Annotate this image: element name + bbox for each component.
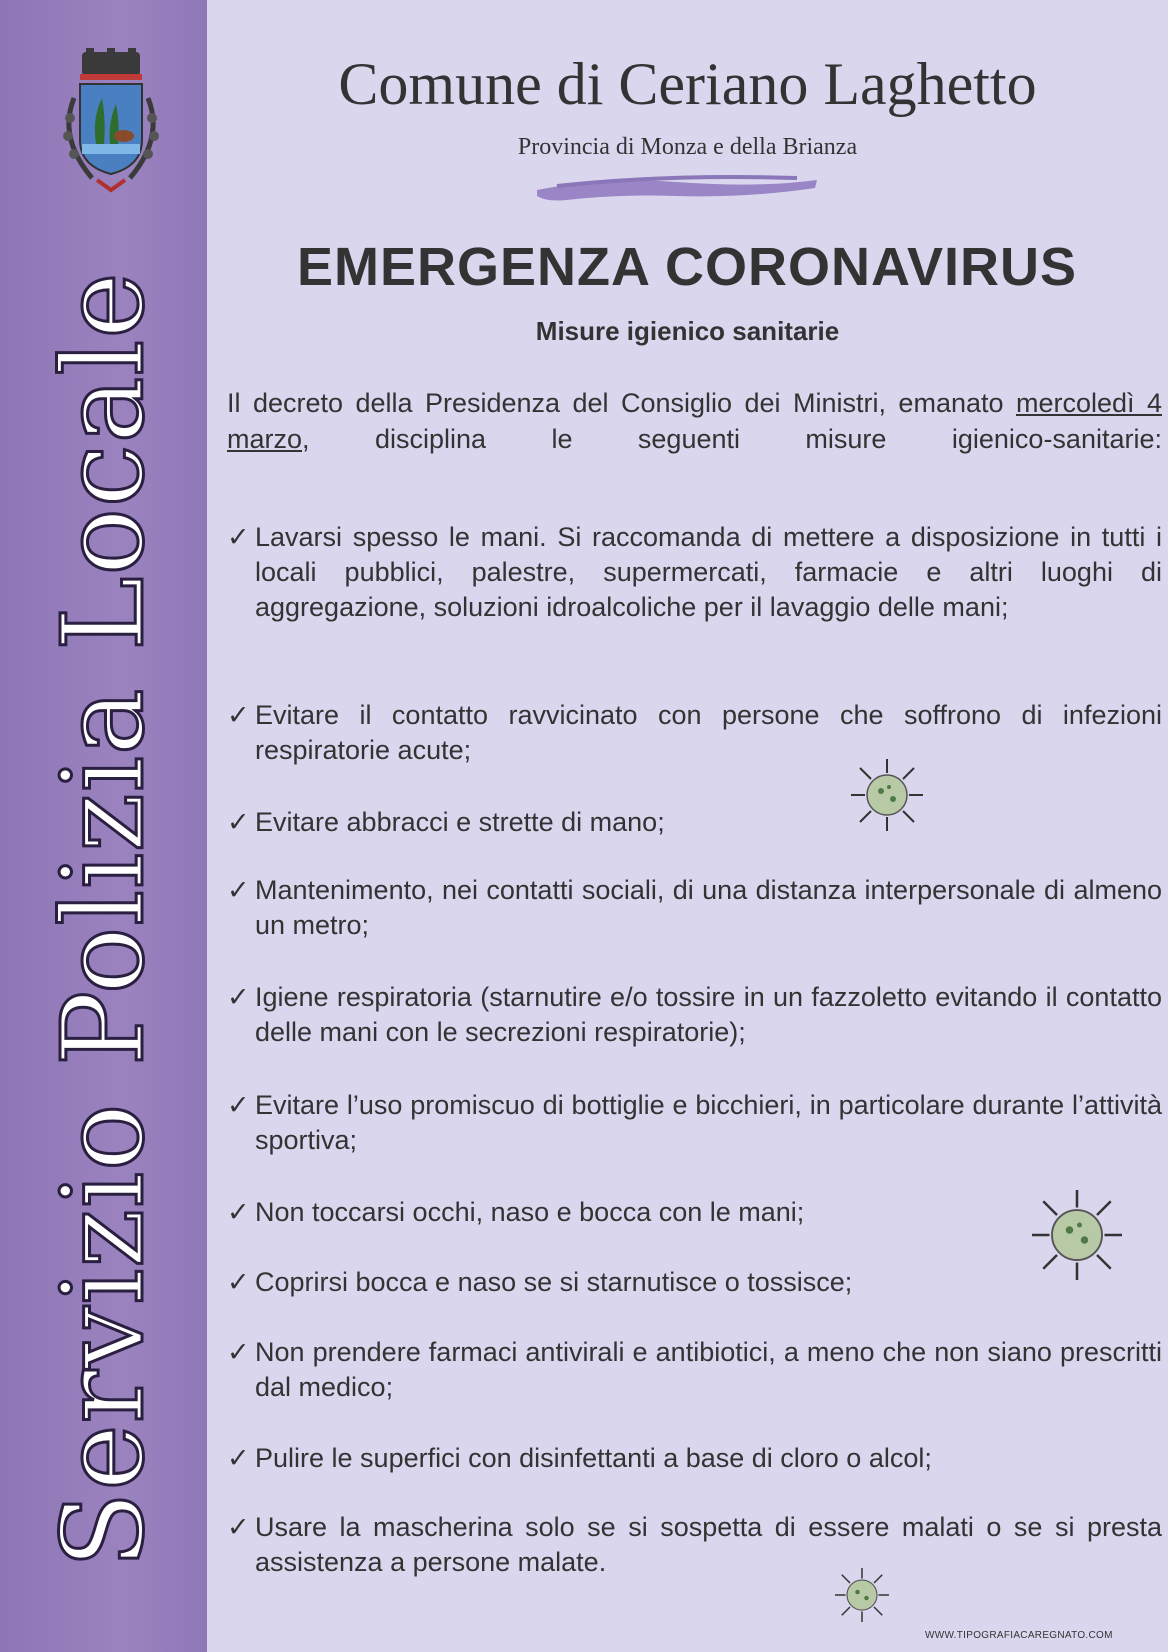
brush-stroke-divider bbox=[527, 168, 827, 208]
measure-item bbox=[227, 520, 1162, 625]
measure-text: Non prendere farmaci antivirali e antibiotici, a meno che non siano prescritti dal medico; bbox=[255, 1337, 1162, 1402]
measure-text: Coprirsi bocca e naso se si starnutisce o tossisce; bbox=[255, 1267, 853, 1297]
check-icon: ✓ bbox=[227, 875, 250, 905]
intro-paragraph bbox=[227, 385, 1162, 457]
printer-website: WWW.TIPOGRAFIACAREGNATO.COM bbox=[925, 1630, 1113, 1641]
measure-text: Igiene respiratoria (starnutire e/o tossire in un fazzoletto evitando il contatto delle mani con le secrezioni respiratorie); bbox=[255, 982, 1162, 1047]
decree-date: mercoledì 4 marzo bbox=[227, 388, 1162, 454]
check-icon: ✓ bbox=[227, 700, 250, 730]
coronavirus-icon bbox=[1027, 1185, 1127, 1285]
coat-of-arms-icon bbox=[52, 48, 170, 198]
poster-body bbox=[207, 0, 1168, 1652]
check-icon: ✓ bbox=[227, 1337, 250, 1367]
coronavirus-icon bbox=[832, 1565, 892, 1625]
measure-item bbox=[227, 980, 1162, 1050]
province-name: Provincia di Monza e della Brianza bbox=[517, 134, 858, 160]
intro-text-end: , disciplina le seguenti misure igienico-sanitarie: bbox=[302, 424, 1162, 454]
intro-text-start: Il decreto della Presidenza del Consiglio dei Ministri, emanato bbox=[227, 388, 1016, 418]
measure-item bbox=[227, 873, 1162, 943]
measure-item bbox=[227, 1088, 1162, 1158]
check-icon: ✓ bbox=[227, 1197, 250, 1227]
check-icon: ✓ bbox=[227, 1512, 250, 1542]
measure-text: Pulire le superfici con disinfettanti a base di cloro o alcol; bbox=[255, 1443, 932, 1473]
sidebar-title: Servizio Polizia Locale bbox=[39, 271, 169, 1569]
check-icon: ✓ bbox=[227, 1090, 250, 1120]
measure-text: Evitare abbracci e strette di mano; bbox=[255, 807, 665, 837]
measure-item bbox=[227, 1265, 1162, 1300]
check-icon: ✓ bbox=[227, 1267, 250, 1297]
measure-text: Mantenimento, nei contatti sociali, di una distanza interpersonale di almeno un metro; bbox=[255, 875, 1162, 940]
measure-item bbox=[227, 805, 1162, 840]
check-icon: ✓ bbox=[227, 982, 250, 1012]
headline: EMERGENZA CORONAVIRUS bbox=[296, 237, 1078, 297]
measure-item bbox=[227, 698, 1162, 768]
subtitle: Misure igienico sanitarie bbox=[535, 316, 840, 346]
sidebar-band bbox=[0, 0, 207, 1652]
measure-item bbox=[227, 1441, 1162, 1476]
measure-item bbox=[227, 1195, 1162, 1230]
measure-item bbox=[227, 1510, 1162, 1580]
measure-item bbox=[227, 1335, 1162, 1405]
measure-text: Evitare il contatto ravvicinato con persone che soffrono di infezioni respiratorie acute; bbox=[255, 700, 1162, 765]
coronavirus-icon bbox=[847, 755, 927, 835]
measure-text: Usare la mascherina solo se si sospetta di essere malati o se si presta assistenza a persone malate. bbox=[255, 1512, 1162, 1577]
town-name: Comune di Ceriano Laghetto bbox=[338, 51, 1037, 117]
check-icon: ✓ bbox=[227, 522, 250, 552]
measure-text: Lavarsi spesso le mani. Si raccomanda di mettere a disposizione in tutti i locali pubblici, palestre, supermercati, farmacie e altri luoghi di aggregazione, soluzioni idroalcoliche per il lavaggio delle mani; bbox=[255, 522, 1162, 622]
check-icon: ✓ bbox=[227, 807, 250, 837]
measure-text: Evitare l’uso promiscuo di bottiglie e bicchieri, in particolare durante l’attività sportiva; bbox=[255, 1090, 1162, 1155]
check-icon: ✓ bbox=[227, 1443, 250, 1473]
measure-text: Non toccarsi occhi, naso e bocca con le mani; bbox=[255, 1197, 805, 1227]
